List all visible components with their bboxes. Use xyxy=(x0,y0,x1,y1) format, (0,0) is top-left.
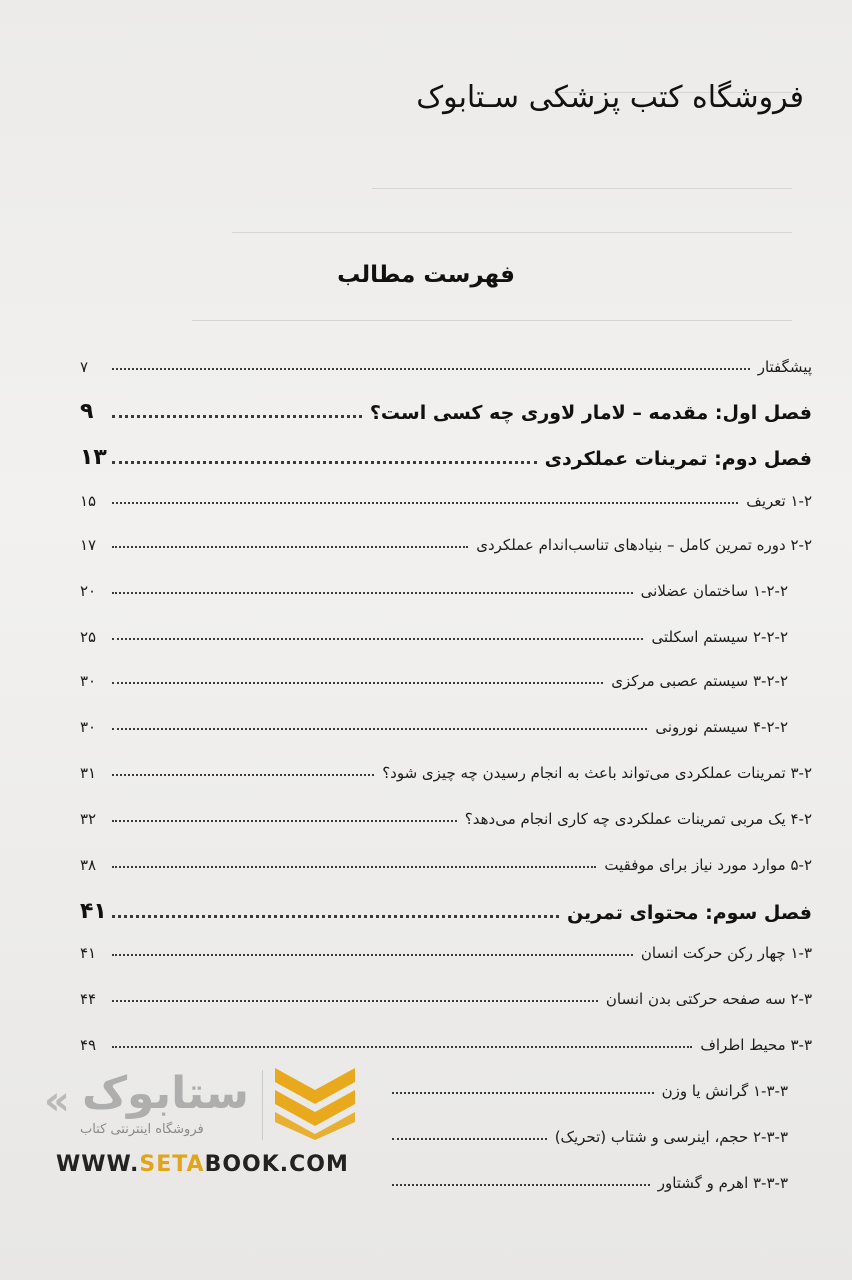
toc-entry xyxy=(80,932,812,962)
toc-entry-label: ۲-۲-۲ سیستم اسکلتی xyxy=(651,628,788,646)
toc-entry xyxy=(360,1162,812,1192)
toc-entry-label: فصل اول: مقدمه – لامار لاوری چه کسی است؟ xyxy=(369,402,812,424)
toc-entry xyxy=(80,346,812,376)
toc-entry-page: ۳۲ xyxy=(80,810,97,828)
toc-entry xyxy=(80,798,812,828)
toc-entry xyxy=(80,706,812,736)
toc-entry-page: ۳۸ xyxy=(80,856,97,874)
toc-entry-label: ۲-۳ سه صفحه حرکتی بدن انسان xyxy=(605,990,812,1008)
watermark-separator xyxy=(262,1070,263,1140)
toc-entry-page: ۳۰ xyxy=(80,718,97,736)
toc-leader-dots xyxy=(392,1138,547,1140)
toc-leader-dots xyxy=(112,866,596,868)
toc-entry-label: فصل سوم: محتوای تمرین xyxy=(566,902,812,924)
watermark-url-prefix: WWW. xyxy=(56,1152,140,1177)
toc-chapter xyxy=(80,894,812,924)
show-through-line xyxy=(372,188,792,189)
toc-entry-label: ۳-۳ محیط اطراف xyxy=(700,1036,812,1054)
toc-entry xyxy=(360,1070,812,1100)
toc-leader-dots xyxy=(392,1184,650,1186)
toc-entry-label: ۱-۳-۳ گرانش یا وزن xyxy=(661,1082,788,1100)
toc-entry-label: ۵-۲ موارد مورد نیاز برای موفقیت xyxy=(604,856,812,874)
toc-entry xyxy=(80,752,812,782)
watermark-tagline: فروشگاه اینترنتی کتاب xyxy=(80,1122,204,1137)
toc-leader-dots xyxy=(112,546,468,548)
toc-entry-label: ۲-۳-۳ حجم، اینرسی و شتاب (تحریک) xyxy=(554,1128,788,1146)
shop-title: فروشگاه کتب پزشکی سـتابوک xyxy=(416,80,804,115)
toc-entry-label: پیشگفتار xyxy=(757,358,812,376)
toc-entry-page: ۴۱ xyxy=(80,899,107,924)
toc-entry xyxy=(360,1116,812,1146)
toc-entry-label: ۳-۲ تمرینات عملکردی می‌تواند باعث به انجام رسیدن چه چیزی شود؟ xyxy=(382,764,812,782)
toc-entry xyxy=(80,570,812,600)
toc-entry xyxy=(80,844,812,874)
toc-entry-label: ۴-۲-۲ سیستم نورونی xyxy=(655,718,788,736)
toc-entry xyxy=(80,616,812,646)
toc-entry-label: ۳-۲-۲ سیستم عصبی مرکزی xyxy=(611,672,788,690)
toc-entry xyxy=(80,480,812,510)
toc-entry-label: ۴-۲ یک مربی تمرینات عملکردی چه کاری انجام می‌دهد؟ xyxy=(464,810,812,828)
watermark-chevrons: « xyxy=(44,1078,70,1124)
toc-entry-page: ۱۳ xyxy=(80,445,107,470)
toc-chapter xyxy=(80,440,812,470)
toc-entry-page: ۴۹ xyxy=(80,1036,97,1054)
toc-leader-dots xyxy=(112,820,457,822)
toc-entry xyxy=(80,978,812,1008)
toc-entry-label: ۲-۲ دوره تمرین کامل – بنیادهای تناسب‌اندام عملکردی xyxy=(476,536,812,554)
toc-entry xyxy=(80,1024,812,1054)
toc-chapter xyxy=(80,394,812,424)
toc-leader-dots xyxy=(112,368,750,370)
watermark-url-suffix: BOOK.COM xyxy=(204,1152,349,1177)
toc-entry-label: ۳-۳-۳ اهرم و گشتاور xyxy=(657,1174,788,1192)
toc-leader-dots xyxy=(112,415,362,418)
toc-entry-page: ۴۴ xyxy=(80,990,97,1008)
toc-entry xyxy=(80,660,812,690)
show-through-line xyxy=(192,320,792,321)
toc-leader-dots xyxy=(392,1092,654,1094)
toc-leader-dots xyxy=(112,461,537,464)
toc-entry-page: ۱۷ xyxy=(80,536,97,554)
watermark-url xyxy=(56,1152,349,1177)
toc-entry-page: ۷ xyxy=(80,358,89,376)
toc-heading: فهرست مطالب xyxy=(337,262,515,288)
toc-entry-page: ۲۰ xyxy=(80,582,97,600)
toc-leader-dots xyxy=(112,1000,598,1002)
show-through-line xyxy=(232,232,792,233)
toc-entry xyxy=(80,524,812,554)
toc-leader-dots xyxy=(112,502,738,504)
watermark-url-brand: SETA xyxy=(139,1152,205,1177)
toc-entry-page: ۳۱ xyxy=(80,764,97,782)
toc-entry-page: ۲۵ xyxy=(80,628,97,646)
toc-entry-label: ۱-۲-۲ ساختمان عضلانی xyxy=(640,582,788,600)
toc-entry-page: ۴۱ xyxy=(80,944,97,962)
toc-entry-page: ۳۰ xyxy=(80,672,97,690)
toc-entry-label: ۱-۳ چهار رکن حرکت انسان xyxy=(640,944,812,962)
toc-leader-dots xyxy=(112,774,374,776)
toc-entry-label: فصل دوم: تمرینات عملکردی xyxy=(544,448,812,470)
toc-leader-dots xyxy=(112,682,603,684)
toc-entry-label: ۱-۲ تعریف xyxy=(746,492,812,510)
toc-entry-page: ۱۵ xyxy=(80,492,97,510)
toc-leader-dots xyxy=(112,954,633,956)
toc-leader-dots xyxy=(112,728,647,730)
toc-leader-dots xyxy=(112,1046,692,1048)
toc-entry-page: ۹ xyxy=(80,399,94,424)
setabook-logo-icon xyxy=(270,1060,360,1144)
toc-leader-dots xyxy=(112,592,633,594)
toc-leader-dots xyxy=(112,915,559,918)
watermark-brand-word: ستابوک xyxy=(82,1068,249,1119)
toc-leader-dots xyxy=(112,638,643,640)
